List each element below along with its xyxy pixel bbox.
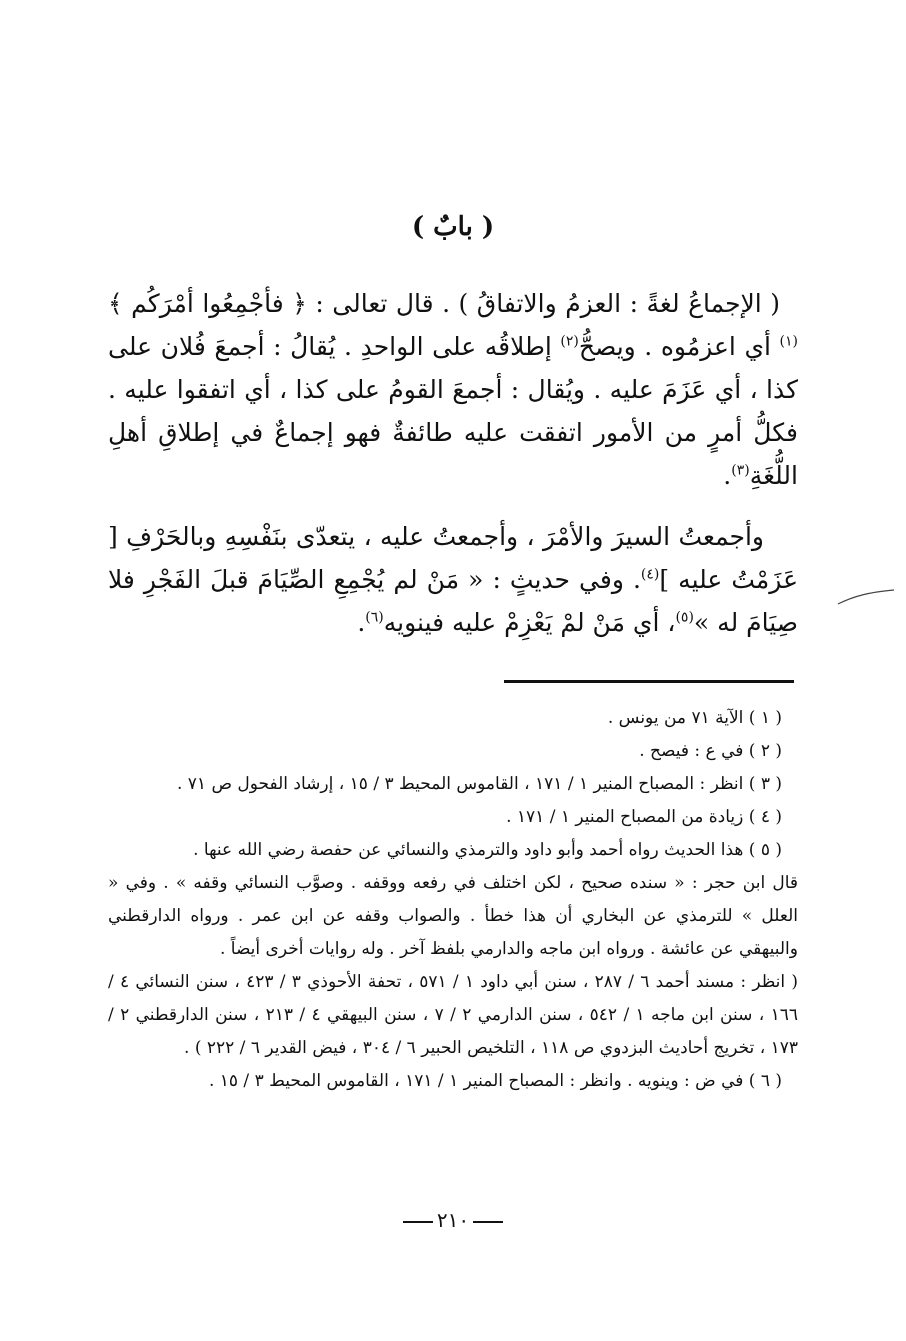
paragraph-2-text-c: ، أي مَنْ لمْ يَعْزِمْ عليه فينويه — [383, 608, 676, 637]
page-number — [0, 1208, 906, 1232]
footnote-1: ( ١ ) الآية ٧١ من يونس . — [607, 708, 782, 728]
footnote-ref-4: (٤) — [640, 566, 660, 583]
footnote-ref-1: (١) — [779, 333, 798, 350]
footnote-ref-6: (٦) — [365, 609, 384, 626]
paragraph-2-text-d: . — [357, 608, 366, 637]
footnote-ref-2: (٢) — [560, 333, 579, 350]
paragraph-2-text-a: وأجمعتُ السيرَ والأمْرَ ، وأجمعتُ عليه ، يتعدّى بنَفْسِهِ وبالحَرْفِ [ عَزَمْتُ عليه ] — [108, 522, 798, 594]
footnotes — [108, 702, 798, 1098]
footnote-5-sources: ( انظر : مسند أحمد ٦ / ٢٨٧ ، سنن أبي داود ١ / ٥٧١ ، تحفة الأحوذي ٣ / ٤٢٣ ، سنن النسائي ٤ / ١٦٦ ، سنن ابن ماجه ١ / ٥٤٢ ، سنن الدارمي ٢ / ٧ ، سنن البيهقي ٤ / ٢١٣ ، سنن الدارقطني ٢ / ١٧٣ ، تخريج أحاديث البزدوي ص ١١٨ ، التلخيص الحبير ٦ / ٣٠٤ ، فيض القدير ٦ / ٢٢٢ ) . — [108, 972, 798, 1058]
footnote-3: ( ٣ ) انظر : المصباح المنير ١ / ١٧١ ، القاموس المحيط ٣ / ١٥ ، إرشاد الفحول ص ٧١ . — [176, 774, 782, 794]
paragraph-2-text-b: . وفي حديثٍ : « مَنْ لم يُجْمِعِ الصِّيَامَ قبلَ الفَجْرِ فلا صِيَامَ له » — [108, 565, 798, 637]
paragraph-1-text-a: ( الإجماعُ لغةً : العزمُ والاتفاقُ ) . قال تعالى : ﴿ فأجْمِعُوا أمْرَكُم ﴾ — [108, 289, 780, 318]
paragraph-1-text-c: إطلاقُه على الواحدِ . يُقالُ : أجمعَ فُلان على كذا ، أي عَزَمَ عليه . ويُقال : أجمعَ القومُ على كذا ، أي اتفقوا عليه . فكلُّ أمرٍ من الأمور اتفقت عليه طائفةٌ فهو إجماعٌ في إطلاقِ أهلِ اللُّغَةِ — [108, 332, 798, 490]
footnote-separator — [504, 680, 794, 683]
paragraph-1-text-d: . — [723, 461, 732, 490]
footnote-4: ( ٤ ) زيادة من المصباح المنير ١ / ١٧١ . — [506, 807, 782, 827]
paragraph-1-text-b: أي اعزمُوه . ويصحُّ — [578, 332, 780, 361]
footnote-ref-3: (٣) — [731, 462, 750, 479]
main-text — [108, 282, 798, 662]
footnote-ref-5: (٥) — [675, 609, 694, 626]
footnote-5-continuation: قال ابن حجر : « سنده صحيح ، لكن اختلف في رفعه ووقفه . وصوَّب النسائي وقفه » . وفي « العلل » للترمذي عن البخاري أن هذا خطأ . والصواب وقفه عن ابن عمر . ورواه الدارقطني والبيهقي عن عائشة . ورواه ابن ماجه والدارمي بلفظ آخر . وله روايات أخرى أيضاً . — [108, 873, 798, 959]
page-number-dash-right — [473, 1221, 503, 1223]
page-number-value: ٢١٠ — [436, 1208, 470, 1232]
margin-pencil-mark — [836, 586, 896, 608]
paragraph-2 — [108, 515, 798, 644]
footnote-2: ( ٢ ) في ع : فيصح . — [639, 741, 782, 761]
section-heading: ( بابٌ ) — [411, 212, 495, 242]
page-number-dash-left — [403, 1221, 433, 1223]
paragraph-1 — [108, 282, 798, 497]
footnote-6: ( ٦ ) في ض : وينويه . وانظر : المصباح المنير ١ / ١٧١ ، القاموس المحيط ٣ / ١٥ . — [208, 1071, 782, 1091]
footnote-5: ( ٥ ) هذا الحديث رواه أحمد وأبو داود والترمذي والنسائي عن حفصة رضي الله عنها . — [193, 840, 782, 860]
